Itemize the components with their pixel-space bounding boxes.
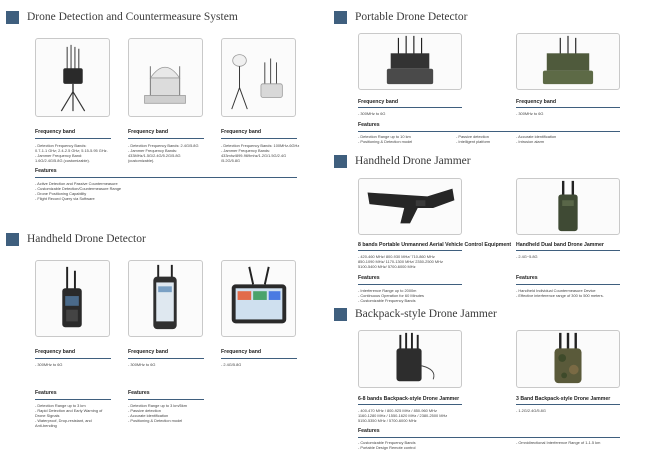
- frequency-band-label: Frequency band: [35, 129, 76, 135]
- product-name: 6-8 bands Backpack-style Drone Jammer: [358, 396, 460, 402]
- section-header-handheld-jammer: [334, 154, 471, 168]
- frequency-band-label: Frequency band: [128, 129, 169, 135]
- product-image-tablet-detector: [221, 260, 296, 337]
- section-title: Handheld Drone Detector: [27, 233, 146, 245]
- divider-rule: [516, 284, 620, 285]
- product-image-dome-detector: [128, 38, 203, 117]
- section-header-backpack-jammer: [334, 307, 497, 321]
- frequency-spec-text: - Detection Frequency Bands: 2.4G/5.8G - Jammer Frequency Bands: 433MHz/1.5G/2.4G/5.2G/5.8G (customizable).: [128, 143, 199, 163]
- green-case-icon: [517, 34, 619, 89]
- divider-rule: [358, 404, 462, 405]
- features-list: - Detection Range up to 3 km - Rapid Detection and Early Warning of Drone Signals - Waterproof, Drop-resistant, and Anti-bending: [35, 403, 103, 428]
- frequency-band-label: Frequency band: [128, 349, 169, 355]
- product-image-gun-jammer: [358, 178, 462, 235]
- frequency-spec-text: - 1.2G/2.4G/5.8G: [516, 408, 546, 413]
- product-image-radar-detector: [221, 38, 296, 117]
- frequency-spec-text: - Detection Frequency Bands: 0.7-1.1 GHz; 2.4-2.5 GHz; 5.15-5.95 GHz. - Jammer Frequency Band: 1.6G/2.4G/5.8G (customizable).: [35, 143, 108, 163]
- frequency-spec-text: - 300MHz to 6G: [358, 111, 386, 116]
- divider-rule: [358, 131, 620, 132]
- product-image-tripod-detector: [35, 38, 110, 117]
- section-marker-icon: [334, 308, 347, 321]
- divider-rule: [35, 177, 297, 178]
- features-list: - Passive detection - Intelligent platform: [456, 134, 491, 144]
- product-name: 8 bands Portable Unmanned Aerial Vehicle Control Equipment: [358, 242, 512, 248]
- features-list: - Active Detection and Passive Countermeasure - Customizable Detection/Countermeasure Range - Drone Positioning Capability - Flight Record Query via Software: [35, 181, 122, 201]
- features-list: - Interference Range up to 2000m - Continuous Operation for 60 Minutes - Customizable Frequency Bands: [358, 288, 424, 303]
- section-header-portable-detector: [334, 10, 467, 24]
- frequency-band-label: Frequency band: [221, 129, 262, 135]
- features-list: - Detection Range up to 3 km/5km - Passive detection - Accurate identification - Positioning & Detection model: [128, 403, 188, 423]
- section-header-detection-system: [6, 10, 238, 24]
- divider-rule: [358, 107, 462, 108]
- section-title: Handheld Drone Jammer: [355, 155, 471, 167]
- section-marker-icon: [6, 233, 19, 246]
- tripod-detector-icon: [36, 39, 109, 116]
- features-list: - Handheld Individual Countermeasure Device - Effective interference range of 300 to 500 meters.: [516, 288, 604, 298]
- frequency-band-label: Frequency band: [358, 99, 399, 105]
- divider-rule: [35, 358, 111, 359]
- handheld-radio-icon: [36, 261, 109, 336]
- frequency-spec-text: - 420-460 MHz/ 800-930 MHz/ 710-860 MHz 850-1090 MHz/ 1170-1300 MHz/ 2350-2500 MHz 5100-5400 MHz/ 5700-6000 MHz: [358, 254, 443, 269]
- features-list: - Accurate identification - Intrusion alarm: [516, 134, 557, 144]
- section-marker-icon: [334, 11, 347, 24]
- divider-rule: [221, 358, 297, 359]
- divider-rule: [128, 358, 204, 359]
- frequency-spec-text: - 400-470 MHz / 800-925 MHz / 850-960 MHz 1160-1280 MHz / 1550-1620 MHz / 2380-2500 MHz 5150-5350 MHz / 5700-6000 MHz: [358, 408, 448, 423]
- divider-rule: [35, 399, 111, 400]
- backpack-jammer-icon: [359, 331, 461, 387]
- product-image-portable-case-detector: [358, 33, 462, 90]
- divider-rule: [128, 399, 204, 400]
- tablet-detector-icon: [222, 261, 295, 336]
- radar-detector-icon: [222, 39, 295, 116]
- frequency-spec-text: - 300MHz to 6G: [35, 362, 63, 367]
- frequency-spec-text: - 300MHz to 6G: [516, 111, 544, 116]
- frequency-spec-text: - 300MHz to 6G: [128, 362, 156, 367]
- features-list: - Detection Range up to 10 km - Positioning & Detection model: [358, 134, 413, 144]
- section-title: Backpack-style Drone Jammer: [355, 308, 497, 320]
- frequency-spec-text: - 2.4G~5.8G: [516, 254, 538, 259]
- divider-rule: [516, 404, 620, 405]
- frequency-band-label: Frequency band: [516, 99, 557, 105]
- divider-rule: [221, 138, 297, 139]
- section-title: Drone Detection and Countermeasure System: [27, 11, 238, 23]
- product-name: 3 Band Backpack-style Drone Jammer: [516, 396, 611, 402]
- features-label: Features: [128, 390, 150, 396]
- camo-backpack-icon: [517, 331, 619, 387]
- frequency-spec-text: - Detection Frequency Bands: 100MHz-6GHz - Jammer Frequency Bands: 433mhz/899-969mhz/1.2G/1.5G/2.4G /5.2G/5.8G: [221, 143, 300, 163]
- frequency-band-label: Frequency band: [221, 349, 262, 355]
- frequency-band-label: Frequency band: [35, 349, 76, 355]
- features-list: - Customizable Frequency Bands - Portable Design Remote control: [358, 440, 416, 450]
- features-label: Features: [358, 428, 380, 434]
- features-label: Features: [358, 275, 380, 281]
- divider-rule: [358, 250, 462, 251]
- product-image-green-case-detector: [516, 33, 620, 90]
- features-label: Features: [516, 275, 538, 281]
- product-image-dual-band-jammer: [516, 178, 620, 235]
- divider-rule: [35, 138, 111, 139]
- features-label: Features: [35, 390, 57, 396]
- product-name: Handheld Dual band Drone Jammer: [516, 242, 604, 248]
- features-label: Features: [35, 168, 57, 174]
- product-image-smartphone-detector: [128, 260, 203, 337]
- gun-jammer-icon: [359, 179, 461, 234]
- divider-rule: [358, 284, 462, 285]
- divider-rule: [516, 107, 620, 108]
- product-image-handheld-radio-detector: [35, 260, 110, 337]
- features-label: Features: [358, 122, 380, 128]
- section-header-handheld-detector: [6, 232, 146, 246]
- frequency-spec-text: - 2.4G/5.8G: [221, 362, 242, 367]
- divider-rule: [358, 437, 620, 438]
- section-marker-icon: [334, 155, 347, 168]
- features-list: - Omnidirectional Interference Range of 1-1.5 km: [516, 440, 601, 445]
- section-title: Portable Drone Detector: [355, 11, 468, 23]
- section-marker-icon: [6, 11, 19, 24]
- portable-case-icon: [359, 34, 461, 89]
- product-image-camo-backpack-jammer: [516, 330, 620, 388]
- product-image-backpack-jammer: [358, 330, 462, 388]
- dual-band-jammer-icon: [517, 179, 619, 234]
- smartphone-detector-icon: [129, 261, 202, 336]
- divider-rule: [128, 138, 204, 139]
- dome-detector-icon: [129, 39, 202, 116]
- divider-rule: [516, 250, 620, 251]
